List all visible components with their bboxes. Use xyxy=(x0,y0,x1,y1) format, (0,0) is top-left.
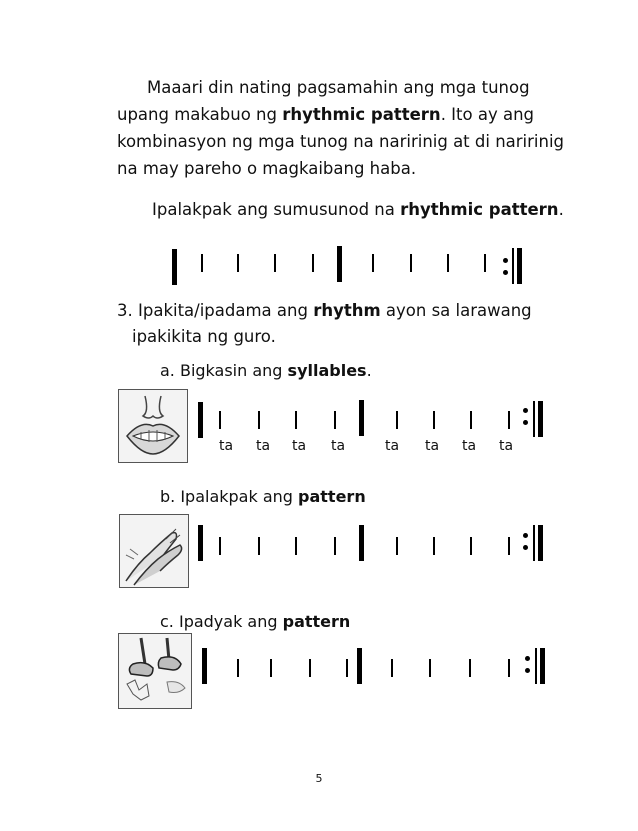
beat-mark xyxy=(295,537,297,555)
measure-bar xyxy=(202,648,207,684)
beat-mark xyxy=(429,659,431,677)
pattern-term-2: pattern xyxy=(282,612,351,631)
repeat-dot xyxy=(503,258,508,263)
measure-bar xyxy=(198,402,203,438)
sub-item-c: c. Ipadyak ang pattern xyxy=(160,612,351,631)
measure-bar xyxy=(337,246,342,282)
repeat-dot xyxy=(525,668,530,673)
beat-mark xyxy=(508,659,510,677)
repeat-thin-bar xyxy=(512,248,514,284)
repeat-dot xyxy=(525,656,530,661)
page-number: 5 xyxy=(315,772,323,785)
repeat-dot xyxy=(503,270,508,275)
repeat-thick-bar xyxy=(517,248,522,284)
beat-mark xyxy=(258,411,260,429)
repeat-thin-bar xyxy=(533,525,535,561)
clapping-hands-icon xyxy=(120,515,188,587)
intro-line-4: na may pareho o magkaibang haba. xyxy=(117,159,417,178)
repeat-thick-bar xyxy=(540,648,545,684)
sub-item-b: b. Ipalakpak ang pattern xyxy=(160,487,366,506)
beat-mark xyxy=(396,537,398,555)
rhythm-term: rhythm xyxy=(313,301,381,320)
repeat-dot xyxy=(523,545,528,550)
syllable: ta xyxy=(499,438,514,454)
measure-bar xyxy=(198,525,203,561)
beat-mark xyxy=(346,659,348,677)
beat-mark xyxy=(396,411,398,429)
beat-mark xyxy=(312,254,314,272)
beat-mark xyxy=(508,537,510,555)
clapping-hands-image xyxy=(119,514,189,588)
repeat-thin-bar xyxy=(533,401,535,437)
beat-mark xyxy=(309,659,311,677)
mouth-image xyxy=(118,389,188,463)
beat-mark xyxy=(433,411,435,429)
beat-mark xyxy=(433,537,435,555)
beat-mark xyxy=(447,254,449,272)
beat-mark xyxy=(219,537,221,555)
measure-bar xyxy=(172,249,177,285)
measure-bar xyxy=(359,525,364,561)
beat-mark xyxy=(334,411,336,429)
syllable: ta xyxy=(462,438,477,454)
syllable: ta xyxy=(256,438,271,454)
beat-mark xyxy=(219,411,221,429)
repeat-dot xyxy=(523,408,528,413)
beat-mark xyxy=(274,254,276,272)
intro-line-1: Maaari din nating pagsamahin ang mga tunog xyxy=(147,78,530,97)
rhythmic-pattern-term-2: rhythmic pattern xyxy=(400,200,559,219)
rhythmic-pattern-term: rhythmic pattern xyxy=(282,105,441,124)
intro-paragraph xyxy=(117,74,587,182)
beat-mark xyxy=(391,659,393,677)
repeat-thick-bar xyxy=(538,525,543,561)
beat-mark xyxy=(201,254,203,272)
beat-mark xyxy=(334,537,336,555)
stomping-feet-icon xyxy=(119,634,191,708)
beat-mark xyxy=(470,411,472,429)
pattern-term: pattern xyxy=(298,487,366,506)
measure-bar xyxy=(357,648,362,684)
item-3-line-2: ipakikita ng guro. xyxy=(132,327,276,346)
beat-mark xyxy=(372,254,374,272)
beat-mark xyxy=(508,411,510,429)
mouth-icon xyxy=(119,390,187,462)
syllable: ta xyxy=(425,438,440,454)
clap-instruction: Ipalakpak ang sumusunod na rhythmic pattern. xyxy=(152,200,564,219)
beat-mark xyxy=(410,254,412,272)
beat-mark xyxy=(470,537,472,555)
beat-mark xyxy=(469,659,471,677)
beat-mark xyxy=(258,537,260,555)
repeat-thick-bar xyxy=(538,401,543,437)
syllable: ta xyxy=(331,438,346,454)
syllable: ta xyxy=(219,438,234,454)
syllables-term: syllables xyxy=(287,361,367,380)
repeat-thin-bar xyxy=(535,648,537,684)
beat-mark xyxy=(484,254,486,272)
repeat-dot xyxy=(523,533,528,538)
syllable: ta xyxy=(292,438,307,454)
intro-line-2: upang makabuo ng rhythmic pattern. Ito ay ang xyxy=(117,105,535,124)
beat-mark xyxy=(295,411,297,429)
intro-line-3: kombinasyon ng mga tunog na naririnig at di naririnig xyxy=(117,132,565,151)
measure-bar xyxy=(359,400,364,436)
item-3-line-1: 3. Ipakita/ipadama ang rhythm ayon sa larawang xyxy=(117,301,532,320)
repeat-dot xyxy=(523,420,528,425)
stomping-feet-image xyxy=(118,633,192,709)
beat-mark xyxy=(270,659,272,677)
beat-mark xyxy=(237,659,239,677)
beat-mark xyxy=(237,254,239,272)
syllable: ta xyxy=(385,438,400,454)
sub-item-a: a. Bigkasin ang syllables. xyxy=(160,361,372,380)
